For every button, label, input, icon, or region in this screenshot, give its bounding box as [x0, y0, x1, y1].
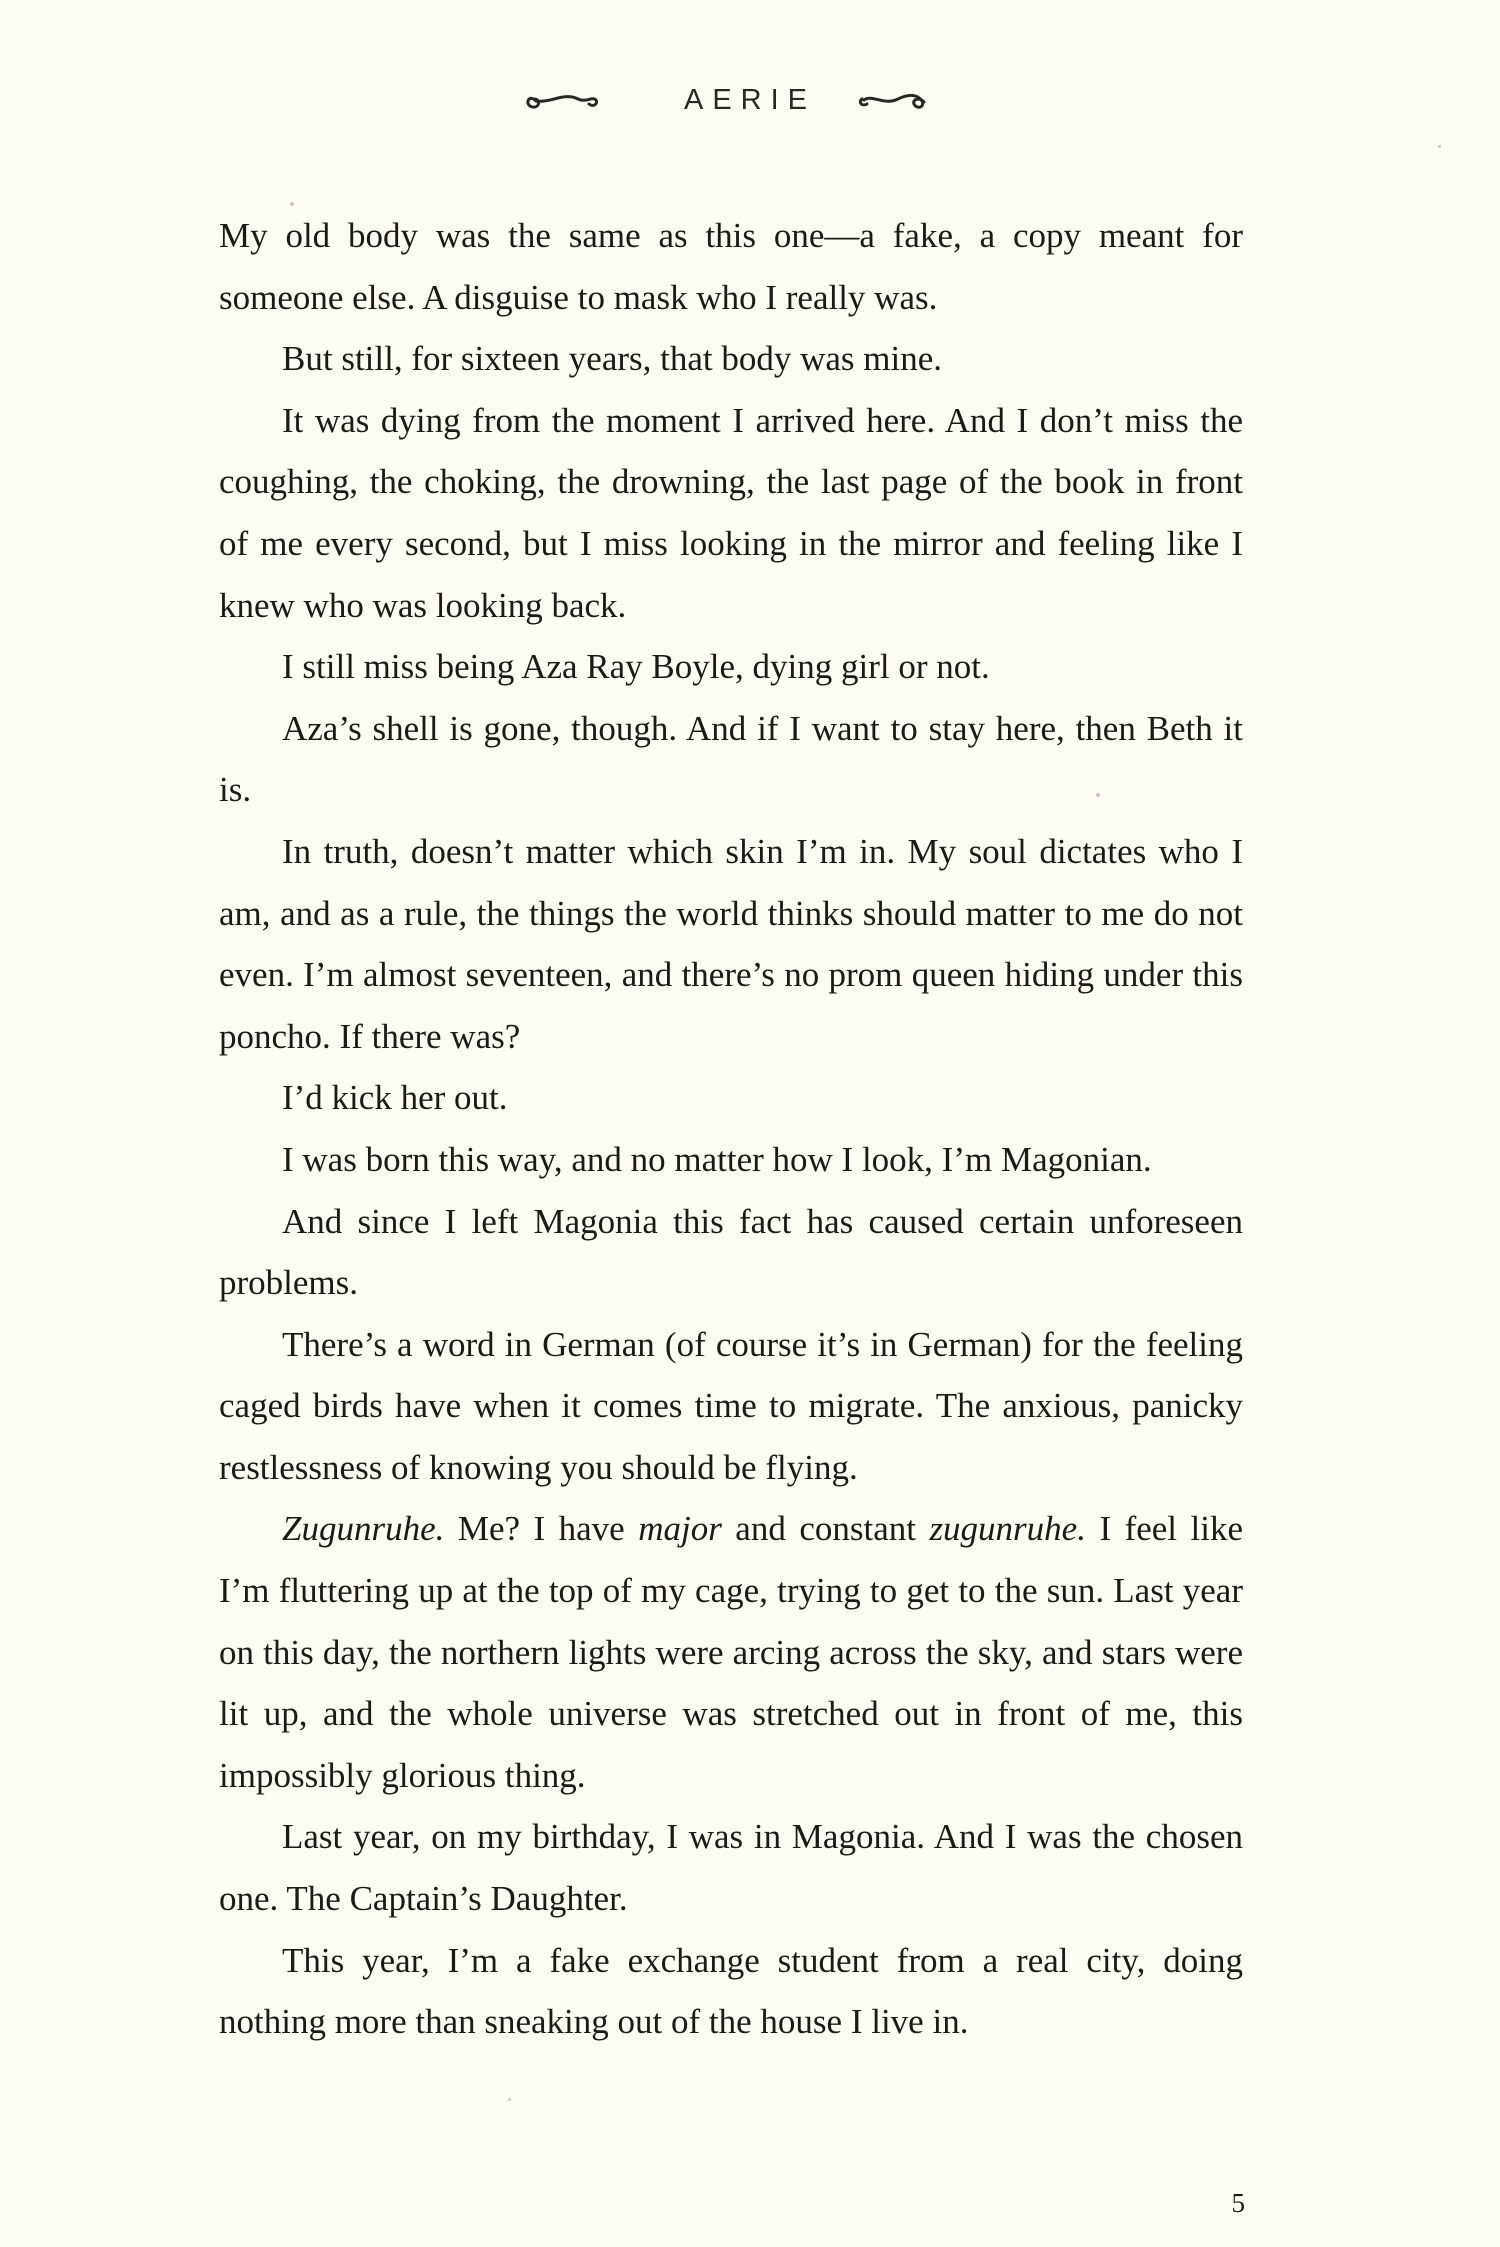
paragraph: It was dying from the moment I arrived here. And I don’t miss the coughing, the choking, the drowning, the last page of the book in front of me every second, but I miss looking in the mirror and feeling like I knew who was looking back.	[219, 400, 1243, 625]
paragraph: In truth, doesn’t matter which skin I’m in. My soul dictates who I am, and as a rule, the things the world thinks should matter to me do not even. I’m almost seventeen, and there’s no prom queen hiding under this poncho. If there was?	[219, 831, 1243, 1056]
page-number: 5	[1231, 2188, 1245, 2218]
paragraph: I was born this way, and no matter how I look, I’m Magonian.	[282, 1139, 1152, 1179]
italic-word: major	[638, 1509, 722, 1549]
paragraph-text: I feel like I’m fluttering up at the top of my cage, trying to get to the sun. Last year on this day, the northern lights were arcing across the sky, and stars were lit up, and the whole universe was stretched out in front of me, this impossibly glorious thing.	[219, 1509, 1243, 1795]
paper-speck	[1096, 793, 1100, 797]
swash-ornament-icon	[854, 86, 934, 116]
paragraph: There’s a word in German (of course it’s in German) for the feeling caged birds have when it comes time to migrate. The anxious, panicky restlessness of knowing you should be flying.	[219, 1324, 1243, 1487]
paragraph-text: Me? I have	[444, 1509, 639, 1549]
paper-speck	[508, 2098, 511, 2101]
paragraph	[219, 1498, 1243, 1806]
running-head-title: AERIE	[683, 84, 817, 116]
paragraph: I’d kick her out.	[282, 1078, 508, 1118]
paragraph: My old body was the same as this one—a fake, a copy meant for someone else. A disguise to mask who I really was.	[219, 216, 1243, 317]
paragraph-text: and constant	[721, 1509, 930, 1549]
paragraph: I still miss being Aza Ray Boyle, dying girl or not.	[282, 647, 990, 687]
paragraph: Last year, on my birthday, I was in Magonia. And I was the chosen one. The Captain’s Daughter.	[219, 1817, 1243, 1919]
paper-speck	[1438, 145, 1441, 148]
paragraph: This year, I’m a fake exchange student from a real city, doing nothing more than sneaking out of the house I live in.	[219, 1940, 1243, 2042]
paper-speck	[290, 202, 294, 206]
italic-word: zugunruhe.	[929, 1509, 1086, 1549]
paragraph: Aza’s shell is gone, though. And if I want to stay here, then Beth it is.	[219, 708, 1243, 810]
italic-word: Zugunruhe.	[282, 1509, 445, 1549]
running-header	[0, 82, 1500, 122]
paragraph: And since I left Magonia this fact has caused certain unforeseen problems.	[219, 1201, 1243, 1303]
body-text	[219, 205, 1243, 2053]
paragraph: But still, for sixteen years, that body was mine.	[282, 339, 943, 379]
